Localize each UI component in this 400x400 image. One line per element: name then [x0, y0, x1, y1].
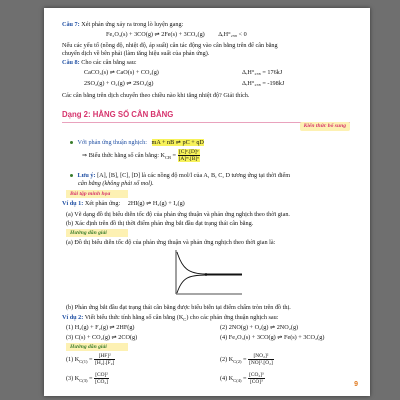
- kien-thuc-badge: Kiến thức bổ sung: [300, 122, 350, 131]
- note-2: cân bằng (không phải số mol).: [78, 180, 154, 187]
- question-8-h1: ΔᵣH°₂₉₈ = 176kJ: [242, 69, 283, 76]
- kc-fraction: $\frac{\text{[C]ᵖ.[D]ᵠ}}{\text{[A]ᵐ.[B]ⁿ}}$: [178, 149, 199, 163]
- question-7: Câu 7: Xét phản ứng xảy ra trong lò luyện gang:: [62, 21, 184, 28]
- solution-1-b: (b) Phản ứng bắt đầu đạt trạng thái cân bằng được biểu biễn tại điểm chấm tròn trên đồ thị.: [66, 304, 291, 311]
- question-8-h2: ΔᵣH°₂₉₈ = -198kJ: [242, 80, 285, 87]
- solution-kc1: (1) $K_{C(1)}$ = $\frac{\text{[HF]²}}{\text{[H₂].[F₂]}}$: [66, 353, 115, 367]
- question-8-eq1: CaCO₃(s) ⇌ CaO(s) + CO₂(g): [84, 69, 159, 76]
- question-7-line2: chuyển dịch về bên phải (làm tăng hiệu suất của phản ứng).: [62, 50, 210, 57]
- section-header: [62, 109, 350, 129]
- bullet-dot-icon: [70, 141, 73, 144]
- reaction-2: (2) 2NO(g) + O₂(g) ⇌ 2NO₂(g): [220, 324, 299, 331]
- document-page: [44, 8, 370, 396]
- solution-kc2: (2) $K_{C(2)}$ = $\frac{\text{[NO₂]²}}{\text{[NO]².[O₂]}}$: [220, 353, 273, 367]
- question-8-line: Các cân bằng trên dịch chuyển theo chiều nào khi tăng nhiệt độ? Giải thích.: [62, 92, 250, 99]
- example-1-a: (a) Vẽ dạng đồ thị biểu diễn tốc độ của phản ứng thuận và phản ứng nghịch theo thời gian.: [66, 211, 290, 218]
- rate-time-graph: [172, 248, 244, 298]
- solution-kc4: (4) $K_{C(4)}$ = $\frac{\text{[CO₂]³}}{\text{[CO]³}}$: [220, 372, 264, 386]
- guide-label-1: Hướng dẫn giải: [66, 229, 128, 237]
- guide-label-2: Hướng dẫn giải: [66, 343, 128, 351]
- question-7-line1: Nếu các yếu tố (nồng độ, nhiệt độ, áp suất) cân tác động vào cân bằng trên để cân bằng: [62, 42, 278, 49]
- section-title: Dạng 2: HẰNG SỐ CÂN BẰNG: [62, 110, 174, 119]
- question-7-equation: Fe₂O₃(s) + 3CO(g) ⇌ 2Fe(s) + 3CO₂(g) ΔᵣH°₂₉₈ < 0: [106, 31, 247, 38]
- forward-rate-curve: [177, 252, 242, 274]
- example-2: Ví dụ 2: Viết biểu thức tính hằng số cân bằng $(K_C)$ cho các phản ứng thuận nghịch sau:: [62, 314, 279, 323]
- reverse-rate-curve: [177, 275, 242, 293]
- solution-kc3: (3) $K_{C(3)}$ = $\frac{\text{[CO]²}}{\text{[CO₂]}}$: [66, 372, 109, 386]
- practice-label: Bài tập minh họa: [66, 190, 128, 198]
- bullet-reaction: Với phản ứng thuận nghịch: mA + nB ⇌ pC + qD: [70, 139, 204, 147]
- page-number: 9: [354, 381, 358, 388]
- reaction-1: (1) H₂(g) + F₂(g) ⇌ 2HF(g): [66, 324, 135, 331]
- reaction-3: (3) C(s) + CO₂(g) ⇌ 2CO(g): [66, 334, 138, 341]
- equilibrium-point: [205, 273, 208, 276]
- question-8-eq2: 2SO₂(g) + O₂(g) ⇌ 2SO₃(g): [84, 80, 154, 87]
- bullet-dot-icon: [70, 174, 73, 177]
- kc-expression: ⇒ Biểu thức hằng số cân bằng: $K_{CB}$ = $\frac{\text{[C]ᵖ.[D]ᵠ}}{\text{[A]ᵐ.[B]ⁿ}}$: [82, 149, 199, 163]
- reaction-4: (4) Fe₂O₃(s) + 3CO(g) ⇌ Fe(s) + 3CO₂(g): [220, 334, 325, 341]
- solution-1-a: (a) Đồ thị biểu diễn tốc độ của phản ứng thuận và phản ứng nghịch theo thời gian là:: [66, 239, 276, 246]
- note-1: Lưu ý: [A], [B], [C], [D] là các nồng độ mol/l của A, B, C, D tương ứng tại thời điểm: [70, 172, 290, 180]
- example-1-b: (b) Xác định trên đồ thị thời điểm phản ứng bắt đầu đạt trạng thái cân bằng.: [66, 220, 254, 227]
- question-8: Câu 8: Cho các cân bằng sau:: [62, 59, 137, 66]
- example-1: Ví dụ 1: Xét phản ứng: 2HI(g) ⇌ H₂(g) + I₂(g): [62, 200, 185, 207]
